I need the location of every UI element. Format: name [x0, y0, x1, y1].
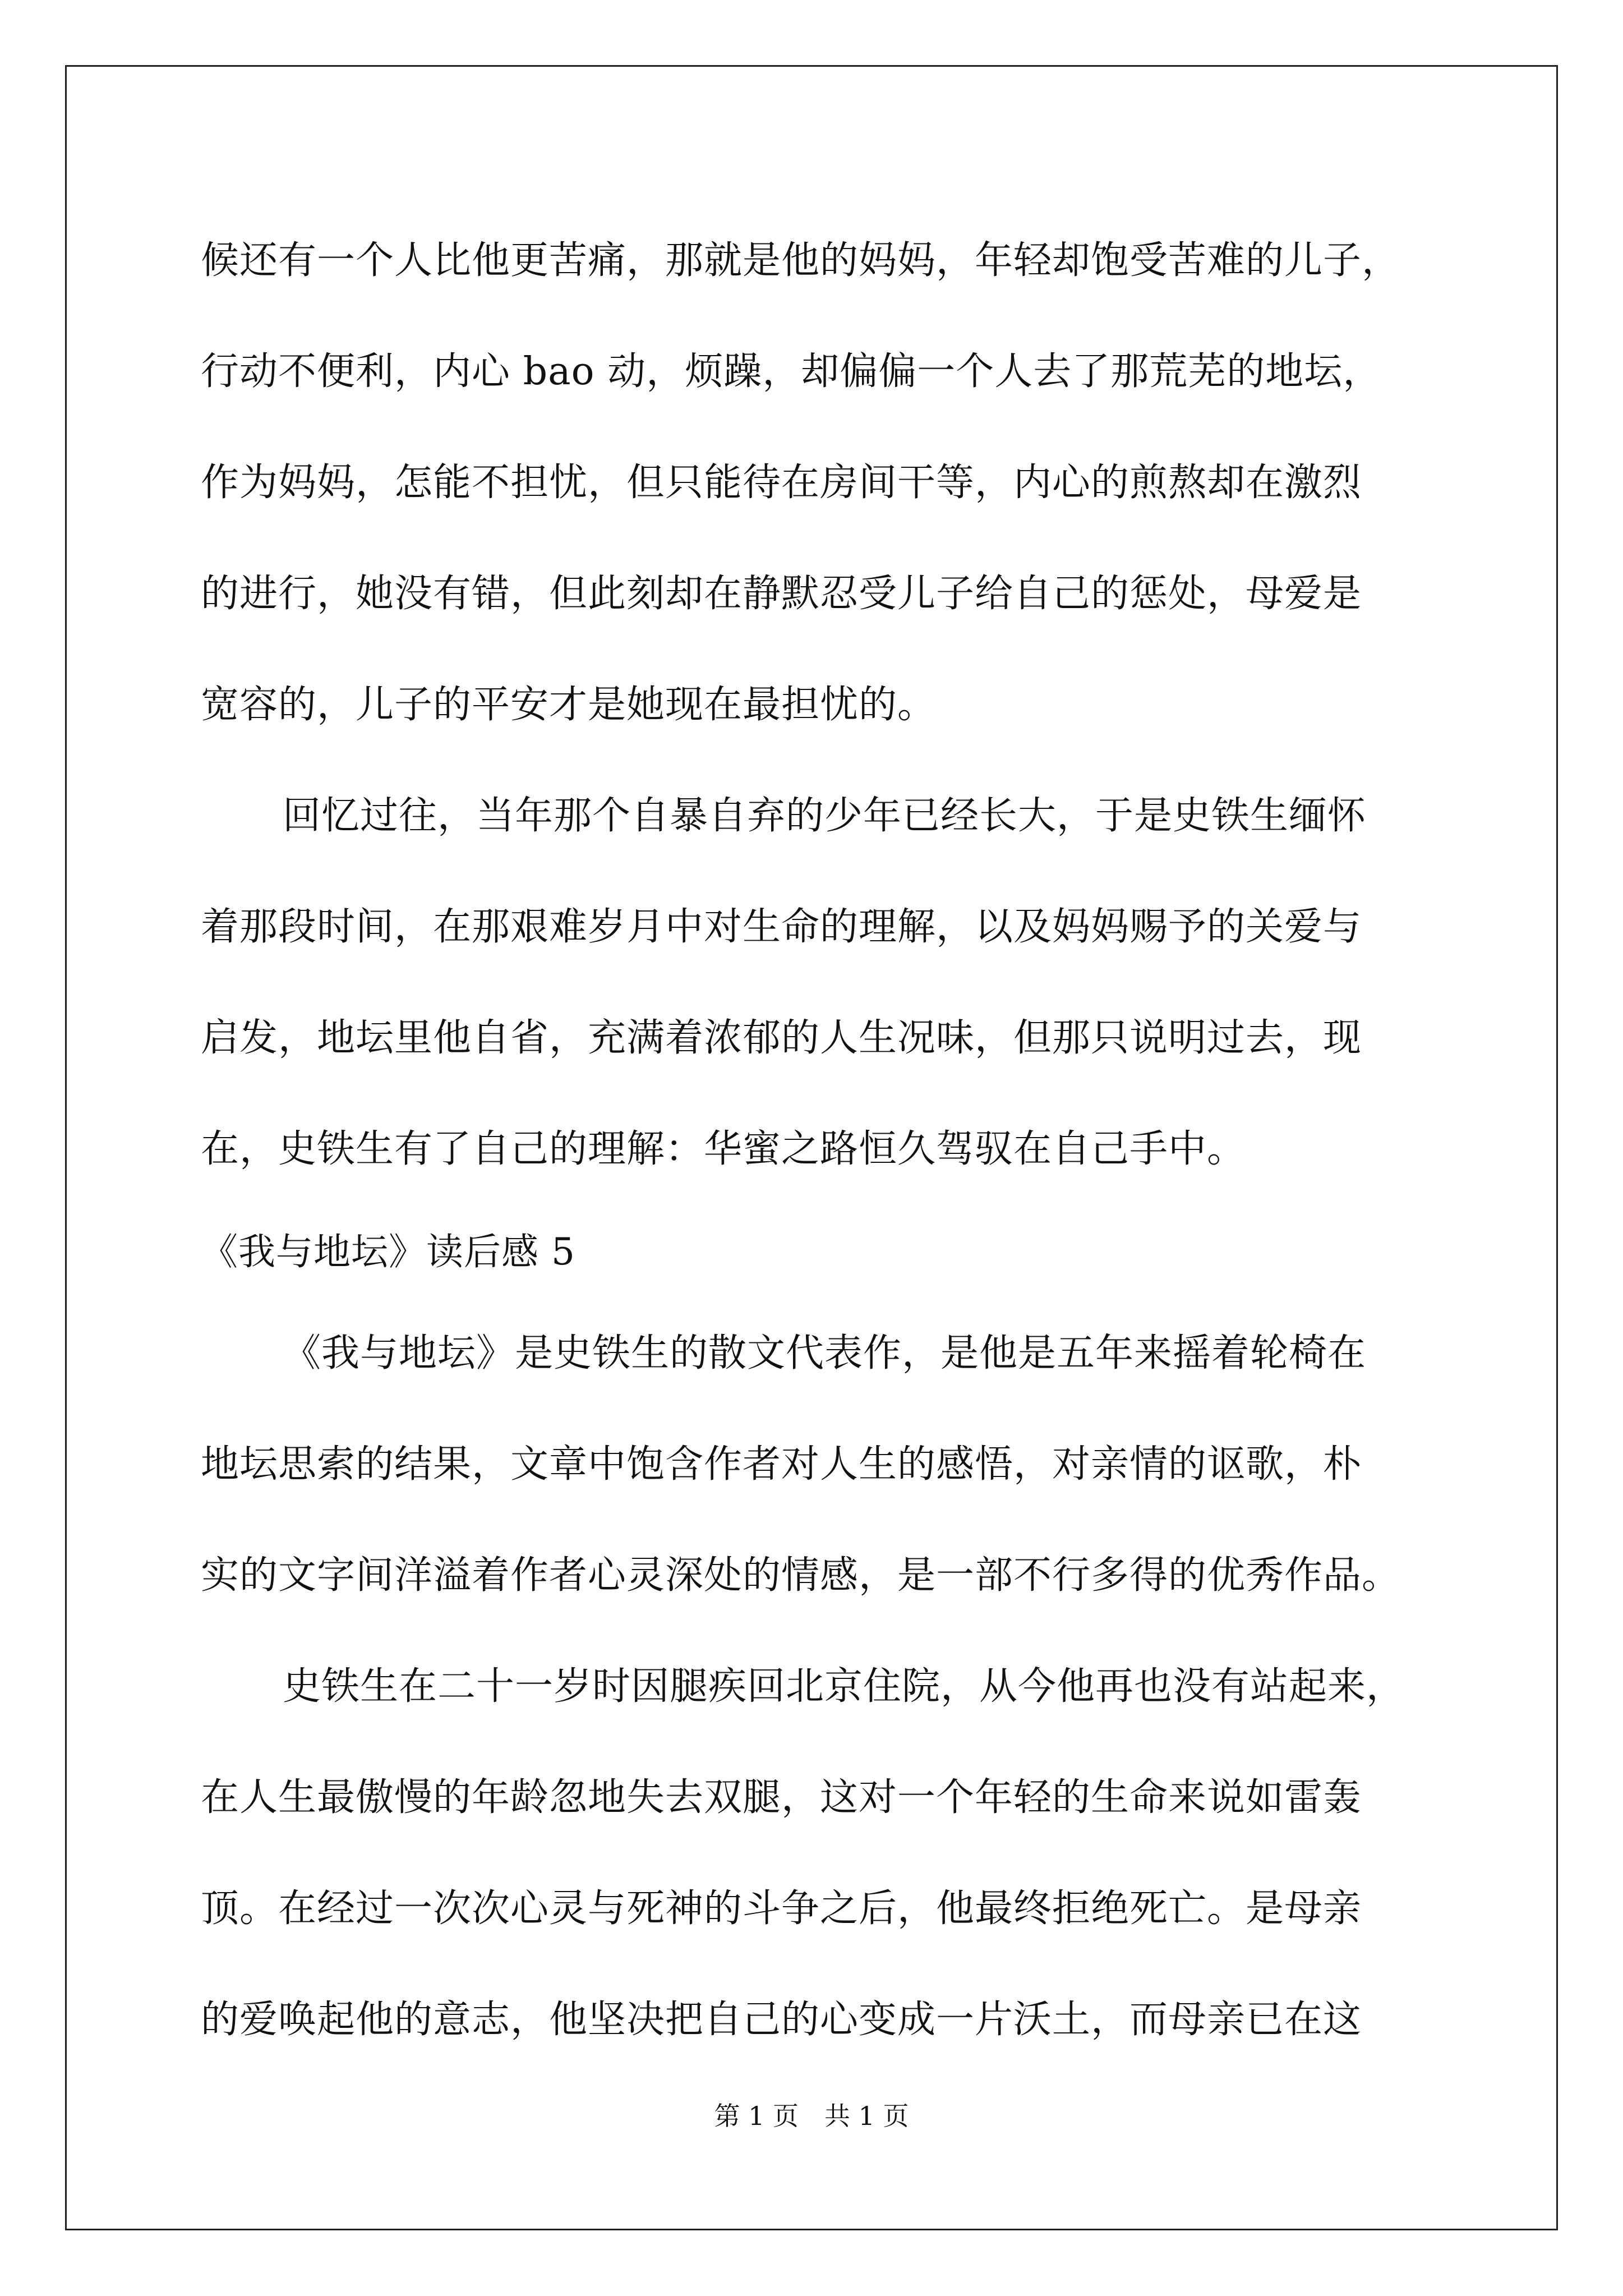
paragraph-4 — [201, 1636, 1423, 2081]
text-line: 在人生最傲慢的年龄忽地失去双腿，这对一个年轻的生命来说如雷轰 — [201, 1775, 1362, 1820]
text-line: 着那段时间，在那艰难岁月中对生命的理解，以及妈妈赐予的关爱与 — [201, 905, 1362, 949]
text-line: 顶。在经过一次次心灵与死神的斗争之后，他最终拒绝死亡。是母亲 — [201, 1887, 1362, 1931]
text-line: 的进行，她没有错，但此刻却在静默忍受儿子给自己的惩处，母爱是 — [201, 572, 1362, 616]
text-line: 作为妈妈，怎能不担忧，但只能待在房间干等，内心的煎熬却在激烈 — [201, 461, 1362, 505]
text-line: 回忆过往，当年那个自暴自弃的少年已经长大，于是史铁生缅怀 — [283, 794, 1367, 838]
text-line: 候还有一个人比他更苦痛，那就是他的妈妈，年轻却饱受苦难的儿子， — [201, 238, 1401, 283]
text-line: 史铁生在二十一岁时因腿疾回北京住院，从今他再也没有站起来， — [283, 1664, 1405, 1709]
text-line: 在，史铁生有了自己的理解：华蜜之路恒久驾驭在自己手中。 — [201, 1127, 1246, 1171]
text-line: 的爱唤起他的意志，他坚决把自己的心变成一片沃土，而母亲已在这 — [201, 1998, 1362, 2042]
paragraph-1 — [201, 210, 1423, 766]
text-line: 启发，地坛里他自省，充满着浓郁的人生况味，但那只说明过去，现 — [201, 1016, 1362, 1060]
paragraph-3 — [201, 1303, 1423, 1636]
text-line: 实的文字间洋溢着作者心灵深处的情感，是一部不行多得的优秀作品。 — [201, 1553, 1401, 1598]
page-number-footer: 第 1 页 共 1 页 — [714, 2101, 909, 2131]
paragraph-2 — [201, 766, 1423, 1210]
text-line: 宽容的，儿子的平安才是她现在最担忧的。 — [201, 683, 937, 727]
document-body — [201, 210, 1423, 2081]
text-line: 行动不便利，内心 bao 动，烦躁，却偏偏一个人去了那荒芜的地坛， — [201, 349, 1382, 394]
section-heading: 《我与地坛》读后感 5 — [201, 1230, 575, 1273]
text-line: 地坛思索的结果，文章中饱含作者对人生的感悟，对亲情的讴歌，朴 — [201, 1442, 1362, 1487]
text-line: 《我与地坛》是史铁生的散文代表作，是他是五年来摇着轮椅在 — [283, 1331, 1367, 1375]
